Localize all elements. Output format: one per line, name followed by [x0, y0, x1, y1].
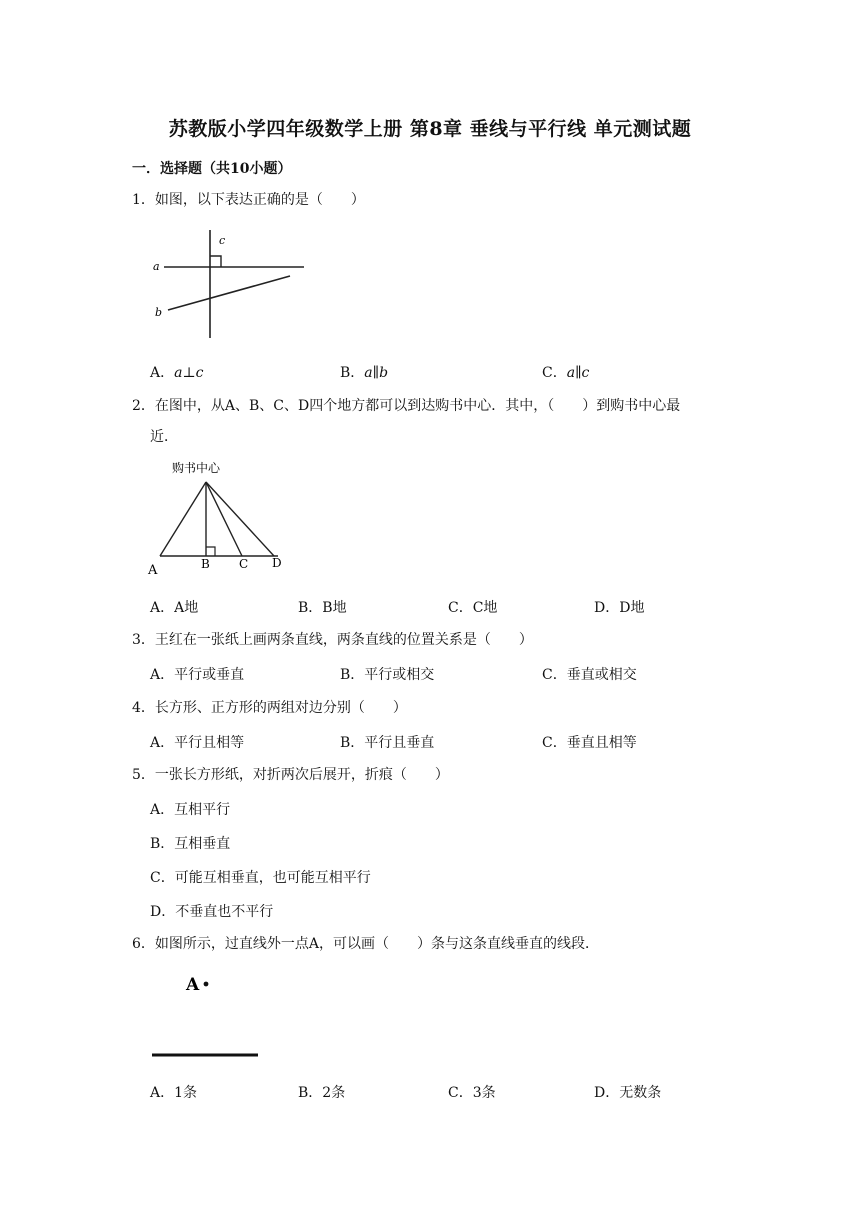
q1-option-c: C．a∥c [542, 365, 590, 381]
q2-option-a: A．A地 [150, 600, 199, 616]
q4-option-b: B．平行且垂直 [340, 735, 435, 751]
question-4-stem: 4．长方形、正方形的两组对边分别（ ） [132, 700, 407, 716]
q2-option-c: C．C地 [448, 600, 498, 616]
point-d-label: D [272, 556, 282, 570]
point-a-label: A [148, 563, 158, 578]
label-c: c [219, 234, 226, 247]
q6-option-d: D．无数条 [594, 1085, 662, 1101]
label-a: a [153, 260, 160, 273]
q5-option-d: D．不垂直也不平行 [150, 904, 274, 920]
point-b-label: B [201, 557, 210, 571]
question-3-stem: 3．王红在一张纸上画两条直线，两条直线的位置关系是（ ） [132, 632, 533, 648]
question-6-figure [148, 966, 264, 1062]
point-a-label: A [186, 975, 200, 995]
question-2-figure [146, 456, 286, 580]
page-title: 苏教版小学四年级数学上册 第8章 垂线与平行线 单元测试题 [168, 118, 692, 140]
right-angle-mark [210, 256, 221, 267]
point-c-label: C [239, 557, 249, 571]
question-5-stem: 5．一张长方形纸，对折两次后展开，折痕（ ） [132, 767, 449, 783]
right-angle-mark [206, 547, 215, 556]
q6-option-a: A．1条 [150, 1085, 198, 1101]
question-2-stem: 2．在图中，从A、B、C、D四个地方都可以到达购书中心．其中，（ ）到购书中心最 近． [132, 398, 681, 445]
segment-a [160, 482, 206, 556]
segment-c [206, 482, 242, 556]
q4-option-c: C．垂直且相等 [542, 735, 637, 751]
q3-option-b: B．平行或相交 [340, 667, 435, 683]
bookstore-label: 购书中心 [172, 461, 221, 475]
q2-option-b: B．B地 [298, 600, 347, 616]
segment-d [206, 482, 274, 556]
question-1-stem: 1．如图，以下表达正确的是（ ） [132, 192, 365, 208]
q5-option-a: A．互相平行 [150, 802, 231, 818]
label-b: b [155, 306, 163, 319]
q3-option-c: C．垂直或相交 [542, 667, 637, 683]
q4-option-a: A．平行且相等 [150, 735, 245, 751]
question-6-stem: 6．如图所示，过直线外一点A，可以画（ ）条与这条直线垂直的线段． [132, 936, 600, 952]
q5-option-c: C．可能互相垂直，也可能互相平行 [150, 870, 371, 886]
q2-option-d: D．D地 [594, 600, 645, 616]
q3-option-a: A．平行或垂直 [150, 667, 245, 683]
section-heading: 一．选择题（共10小题） [132, 161, 292, 177]
point-a-dot [204, 982, 209, 987]
q1-option-a: A．a⊥c [150, 365, 204, 381]
line-b [168, 276, 290, 310]
q5-option-b: B．互相垂直 [150, 836, 231, 852]
q6-option-b: B．2条 [298, 1085, 346, 1101]
question-1-figure [146, 226, 308, 346]
q6-option-c: C．3条 [448, 1085, 496, 1101]
q1-option-b: B．a∥b [340, 365, 389, 381]
